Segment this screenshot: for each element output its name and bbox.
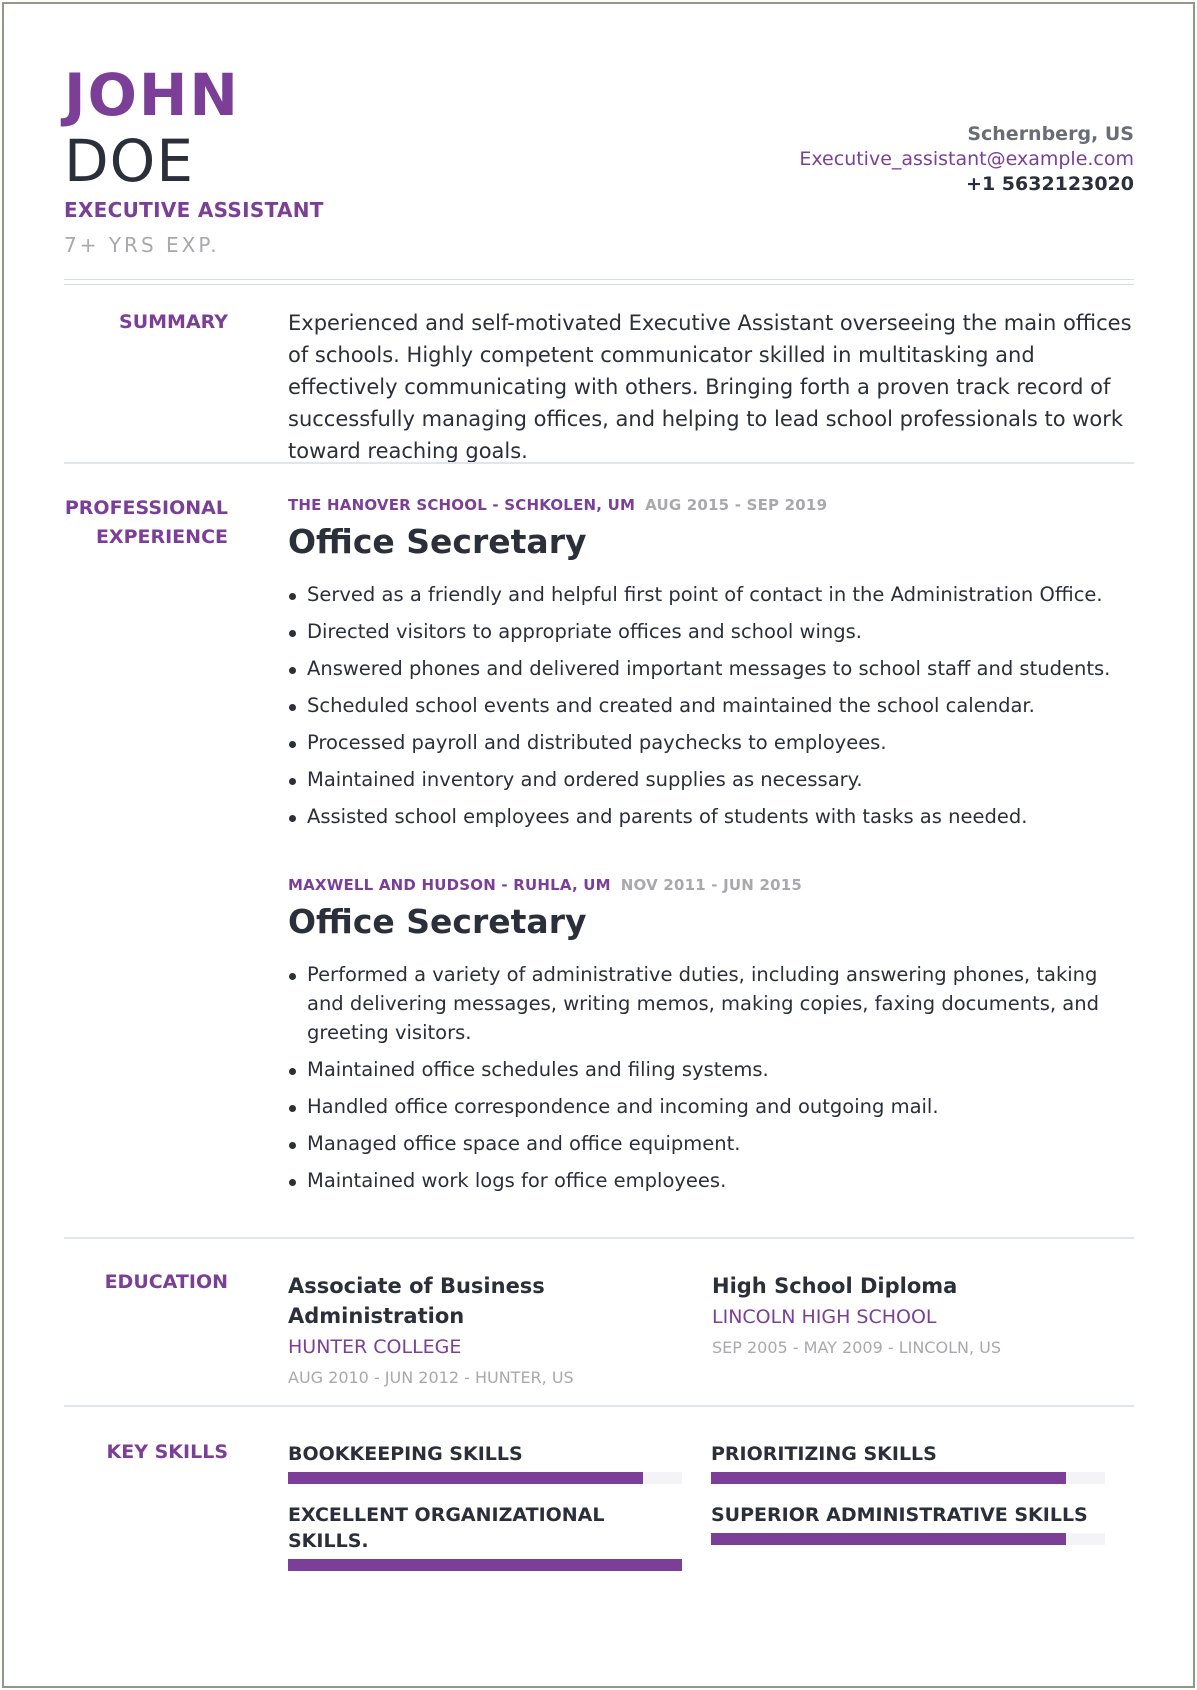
experience-label-line1: PROFESSIONAL: [64, 497, 228, 519]
years-experience: 7+ YRS EXP.: [64, 233, 220, 257]
contact-block: [799, 122, 1134, 197]
list-item: Maintained inventory and ordered supplies as necessary.: [288, 765, 1134, 794]
education-item: [712, 1271, 1112, 1363]
skill-item: [711, 1441, 1105, 1484]
first-name: JOHN: [64, 61, 240, 129]
job-dates: NOV 2011 - JUN 2015: [620, 876, 803, 894]
list-item: Answered phones and delivered important messages to school staff and students.: [288, 654, 1134, 683]
last-name: DOE: [64, 127, 194, 195]
list-item: Served as a friendly and helpful first point of contact in the Administration Office.: [288, 580, 1134, 609]
job-role: Office Secretary: [288, 522, 587, 561]
skill-name: SUPERIOR ADMINISTRATIVE SKILLS: [711, 1504, 1088, 1526]
job-employer: MAXWELL AND HUDSON - RUHLA, UM: [288, 876, 611, 894]
phone-number: +1 5632123020: [966, 173, 1134, 195]
skill-name: EXCELLENT ORGANIZATIONAL SKILLS.: [288, 1504, 605, 1552]
list-item: Managed office space and office equipment.: [288, 1129, 1134, 1158]
list-item: Maintained work logs for office employees.: [288, 1166, 1134, 1195]
job-bullets: [288, 960, 1134, 1195]
header-divider: [64, 279, 1134, 285]
experience-label-line2: EXPERIENCE: [95, 526, 228, 548]
experience-label: [64, 494, 228, 552]
job-bullets: [288, 580, 1134, 831]
email-link[interactable]: Executive_assistant@example.com: [799, 148, 1134, 170]
skill-item: [711, 1502, 1105, 1545]
skill-name: BOOKKEEPING SKILLS: [288, 1443, 523, 1465]
education-dates: AUG 2010 - JUN 2012 - HUNTER, US: [288, 1368, 574, 1387]
list-item: Scheduled school events and created and maintained the school calendar.: [288, 691, 1134, 720]
list-item: Maintained office schedules and filing systems.: [288, 1055, 1134, 1084]
list-item: Handled office correspondence and incoming and outgoing mail.: [288, 1092, 1134, 1121]
job-header: [288, 876, 1134, 894]
degree-name: High School Diploma: [712, 1274, 958, 1298]
section-divider: [64, 1237, 1134, 1239]
skills-label: KEY SKILLS: [106, 1441, 228, 1463]
skill-bar-fill: [288, 1472, 643, 1484]
school-name: LINCOLN HIGH SCHOOL: [712, 1306, 937, 1328]
skill-bar-fill: [711, 1472, 1066, 1484]
skill-bar: [288, 1559, 682, 1571]
list-item: Processed payroll and distributed paychecks to employees.: [288, 728, 1134, 757]
list-item: Performed a variety of administrative duties, including answering phones, taking and delivering messages, writing memos, making copies, faxing documents, and greeting visitors.: [288, 960, 1134, 1047]
list-item: Assisted school employees and parents of students with tasks as needed.: [288, 802, 1134, 831]
job-dates: AUG 2015 - SEP 2019: [645, 496, 828, 514]
education-label: EDUCATION: [104, 1271, 228, 1293]
job-title: EXECUTIVE ASSISTANT: [64, 198, 324, 222]
job-role: Office Secretary: [288, 902, 587, 941]
job-entry: [288, 496, 1134, 839]
skill-bar: [711, 1472, 1105, 1484]
summary-text: Experienced and self-motivated Executive Assistant overseeing the main offices of schools. Highly competent communicator skilled in multitasking and effectively communicating with others. Bringing forth a proven track record of successfully managing offices, and helping to lead school professionals to work toward reaching goals.: [288, 311, 1132, 463]
job-employer: THE HANOVER SCHOOL - SCHKOLEN, UM: [288, 496, 636, 514]
section-divider: [64, 462, 1134, 464]
education-dates: SEP 2005 - MAY 2009 - LINCOLN, US: [712, 1338, 1001, 1357]
degree-name: Associate of Business Administration: [288, 1274, 545, 1328]
education-item: [288, 1271, 688, 1393]
skill-item: [288, 1441, 682, 1484]
skill-bar: [711, 1533, 1105, 1545]
skill-item: [288, 1502, 682, 1571]
job-entry: [288, 876, 1134, 1203]
summary-label: SUMMARY: [119, 311, 228, 333]
skill-name: PRIORITIZING SKILLS: [711, 1443, 937, 1465]
skill-bar-fill: [711, 1533, 1066, 1545]
skill-bar: [288, 1472, 682, 1484]
job-header: [288, 496, 1134, 514]
skill-bar-fill: [288, 1559, 682, 1571]
section-divider: [64, 1405, 1134, 1407]
school-name: HUNTER COLLEGE: [288, 1336, 462, 1358]
list-item: Directed visitors to appropriate offices and school wings.: [288, 617, 1134, 646]
location: Schernberg, US: [967, 123, 1134, 145]
